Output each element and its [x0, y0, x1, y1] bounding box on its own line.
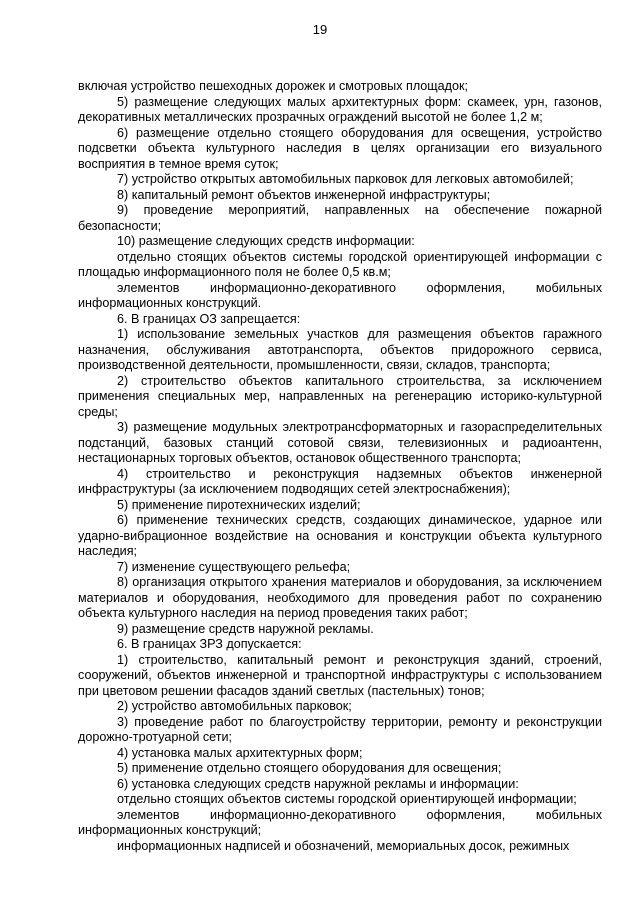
- paragraph: 2) устройство автомобильных парковок;: [117, 699, 352, 713]
- paragraph: 10) размещение следующих средств информации:: [117, 234, 415, 248]
- paragraph: элементов информационно-декоративного оформления, мобильных информационных конструкций.: [78, 280, 602, 310]
- paragraph: 1) использование земельных участков для размещения объектов гаражного назначения, обслуживания автотранспорта, объектов придорожного сервиса, производственной деятельности, промышленности, связи, складов, транспорта;: [78, 327, 602, 372]
- paragraph: 6) применение технических средств, создающих динамическое, ударное или ударно-вибрационное воздействие на основания и конструкции объекта культурного наследия;: [78, 513, 602, 558]
- paragraph: 2) строительство объектов капитального строительства, за исключением применения специальных мер, направленных на регенерацию историко-культурной среды;: [78, 373, 602, 419]
- paragraph: информационных надписей и обозначений, мемориальных досок, режимных: [117, 838, 570, 853]
- paragraph: 3) размещение модульных электротрансформаторных и газораспределительных подстанций, базовых станций сотовой связи, телевизионных и радиоантенн, нестационарных торговых объектов, остановок общественного транспорта;: [78, 420, 602, 465]
- paragraph: 4) установка малых архитектурных форм;: [117, 745, 363, 760]
- paragraph: элементов информационно-декоративного оформления, мобильных информационных конструкций;: [78, 807, 602, 837]
- paragraph: 7) изменение существующего рельефа;: [117, 559, 351, 574]
- paragraph: 8) капитальный ремонт объектов инженерной инфраструктуры;: [117, 187, 491, 202]
- page-number: 19: [312, 22, 328, 37]
- document-body: [78, 79, 602, 854]
- paragraph: 4) строительство и реконструкция надземных объектов инженерной инфраструктуры (за исключением подводящих сетей электроснабжения);: [78, 466, 602, 496]
- paragraph: 5) размещение следующих малых архитектурных форм: скамеек, урн, газонов, декоративных металлических прозрачных ограждений высотой не более 1,2 м;: [78, 94, 602, 124]
- paragraph: отдельно стоящих объектов системы городской ориентирующей информации с площадью информационного поля не более 0,5 кв.м;: [78, 249, 602, 279]
- section-heading: 6. В границах ОЗ запрещается:: [117, 311, 301, 326]
- paragraph: 3) проведение работ по благоустройству территории, ремонту и реконструкции дорожно-тротуарной сети;: [78, 714, 602, 744]
- paragraph: 5) применение отдельно стоящего оборудования для освещения;: [117, 761, 502, 775]
- paragraph: 8) организация открытого хранения материалов и оборудования, за исключением материалов и оборудования, необходимого для проведения работ по сохранению объекта культурного наследия на период проведения таких работ;: [78, 575, 602, 620]
- paragraph: 9) размещение средств наружной рекламы.: [117, 621, 374, 636]
- paragraph: 5) применение пиротехнических изделий;: [117, 497, 361, 512]
- section-heading: 6. В границах ЗРЗ допускается:: [117, 637, 302, 651]
- paragraph: 6) размещение отдельно стоящего оборудования для освещения, устройство подсветки объекта культурного наследия в целях организации его визуального восприятия в темное время суток;: [78, 125, 602, 171]
- paragraph: 9) проведение мероприятий, направленных на обеспечение пожарной безопасности;: [78, 203, 602, 233]
- paragraph: 1) строительство, капитальный ремонт и реконструкция зданий, строений, сооружений, объектов инженерной и транспортной инфраструктуры с использованием при цветовом решении фасадов зданий светлых (пастельных) тонов;: [78, 652, 602, 698]
- paragraph: включая устройство пешеходных дорожек и смотровых площадок;: [78, 79, 469, 93]
- paragraph: 6) установка следующих средств наружной рекламы и информации:: [117, 776, 519, 791]
- paragraph: 7) устройство открытых автомобильных парковок для легковых автомобилей;: [117, 172, 574, 186]
- paragraph: отдельно стоящих объектов системы городской ориентирующей информации;: [117, 792, 577, 806]
